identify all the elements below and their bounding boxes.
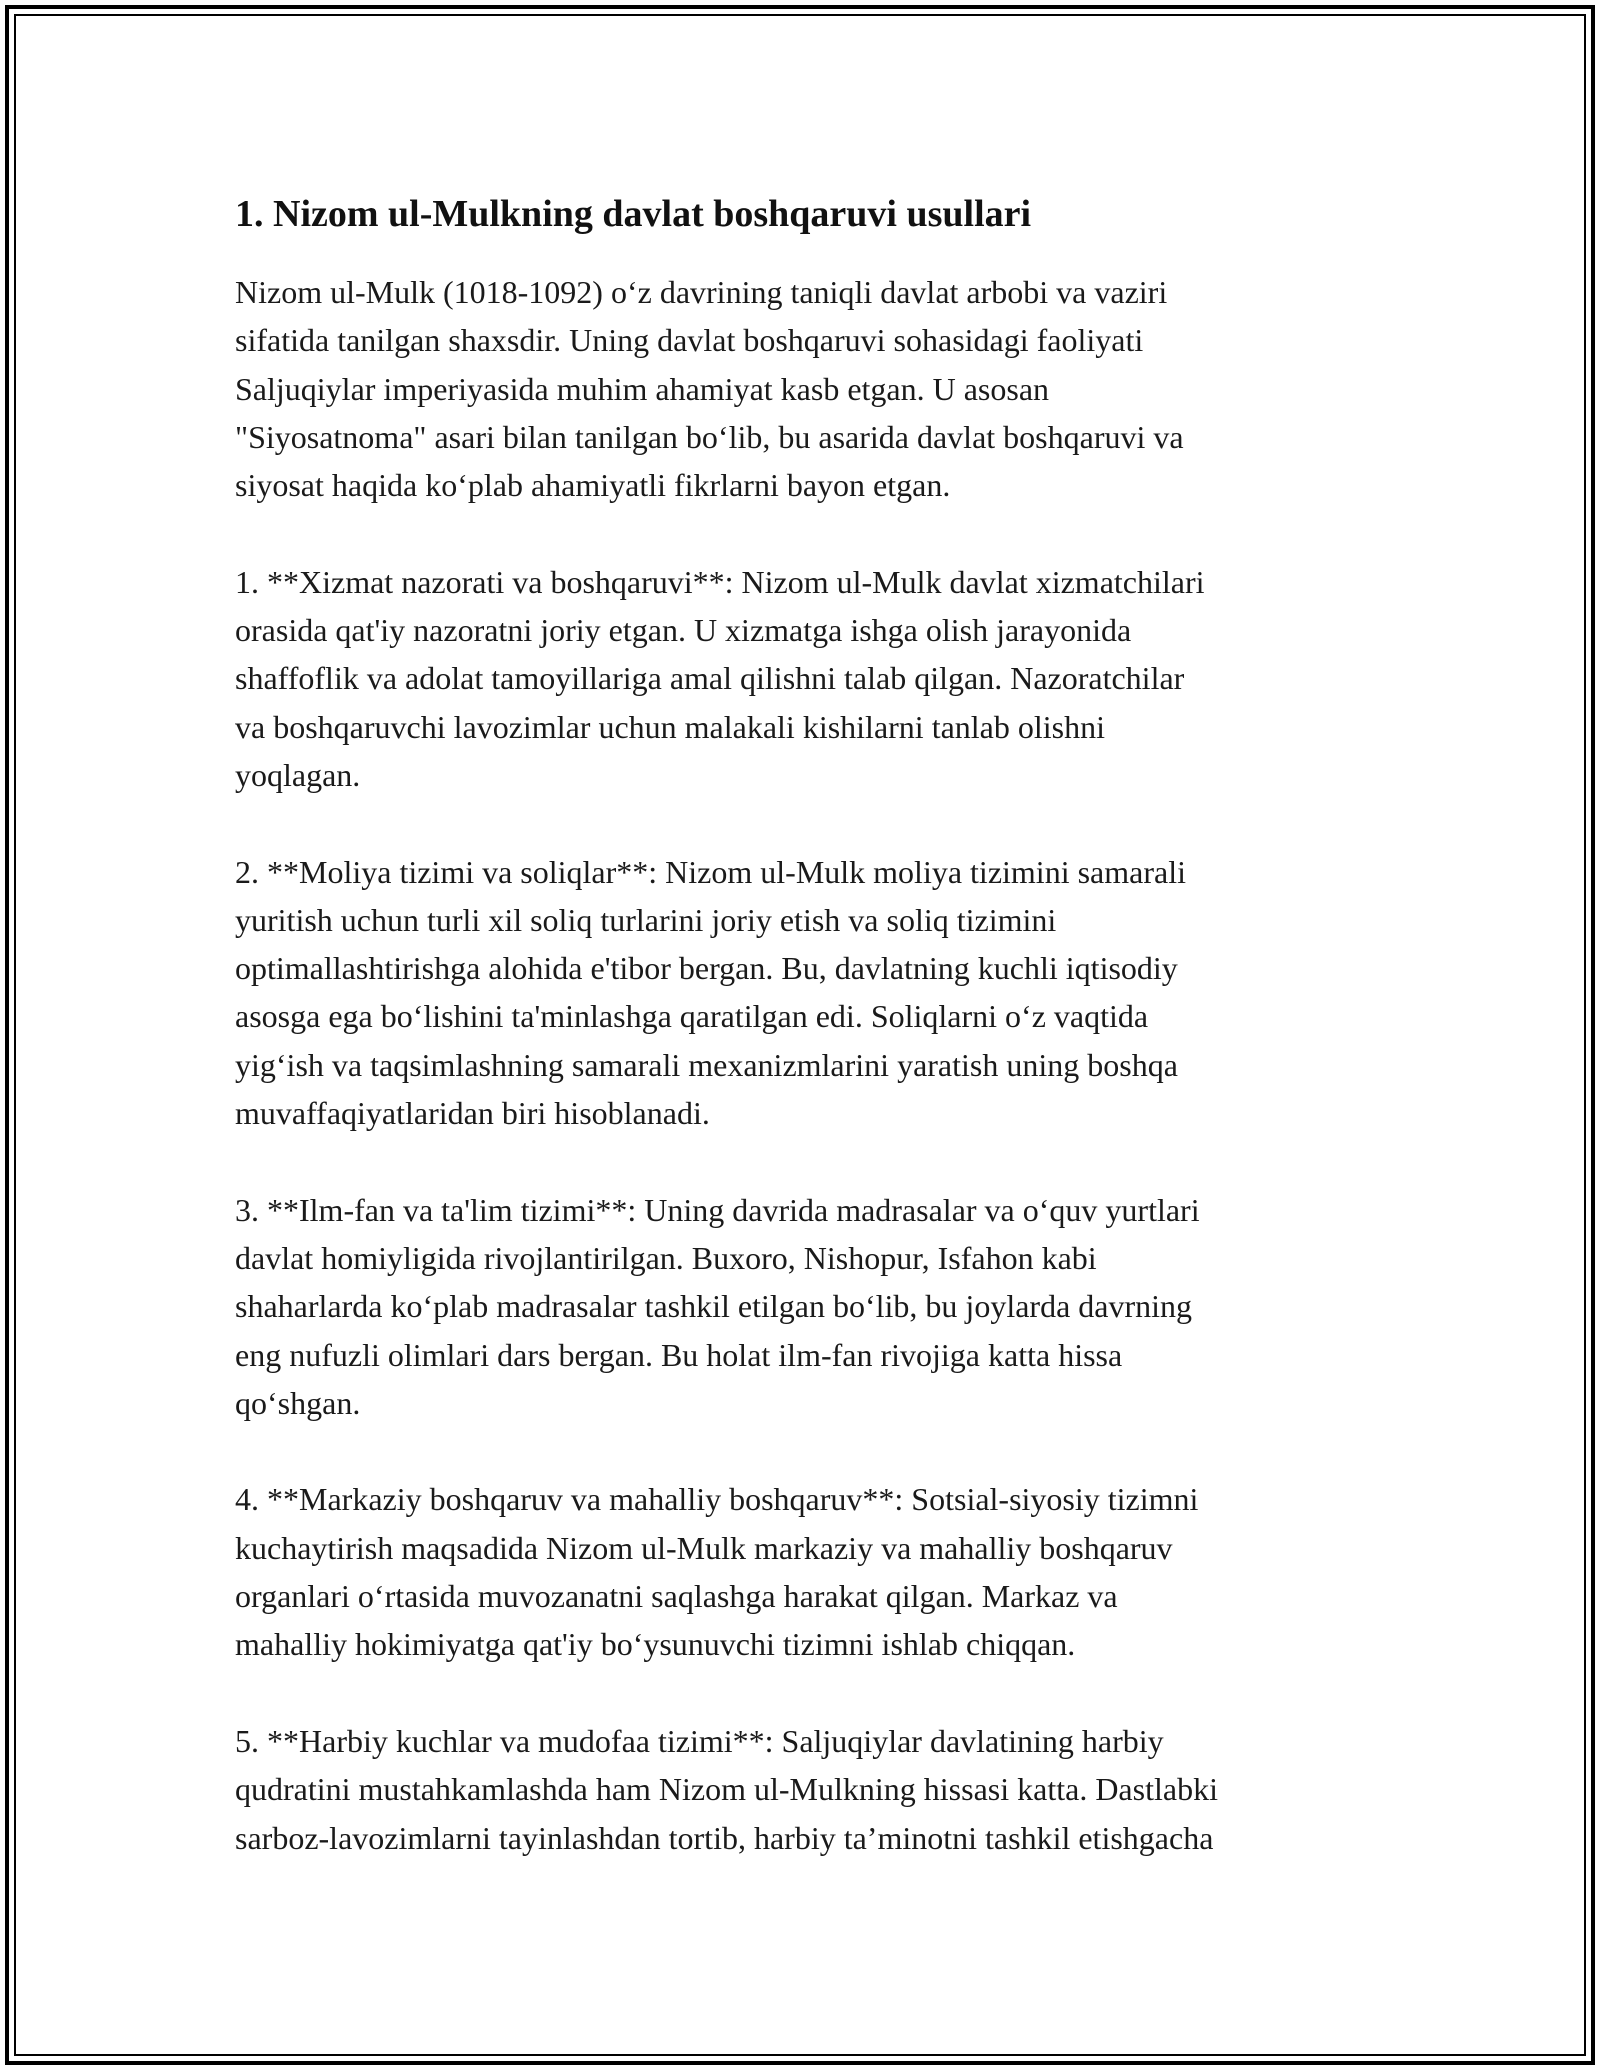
text-line: 3. **Ilm-fan va ta'lim tizimi**: Uning davrida madrasalar va o‘quv yurtlari — [235, 1191, 1200, 1228]
list-item-4-paragraph — [235, 1475, 1375, 1668]
list-item-5-paragraph — [235, 1717, 1375, 1862]
text-line: kuchaytirish maqsadida Nizom ul-Mulk markaziy va mahalliy boshqaruv — [235, 1529, 1173, 1566]
document-title: 1. Nizom ul-Mulkning davlat boshqaruvi usullari — [235, 193, 1032, 235]
text-line: 2. **Moliya tizimi va soliqlar**: Nizom ul-Mulk moliya tizimini samarali — [235, 853, 1186, 890]
text-line: asosga ega bo‘lishini ta'minlashga qaratilgan edi. Soliqlarni o‘z vaqtida — [235, 998, 1149, 1035]
text-line: qudratini mustahkamlashda ham Nizom ul-Mulkning hissasi katta. Dastlabki — [235, 1771, 1218, 1808]
document-body — [235, 186, 1375, 1910]
text-line: mahalliy hokimiyatga qat'iy bo‘ysunuvchi tizimni ishlab chiqqan. — [235, 1626, 1076, 1663]
text-line: sifatida tanilgan shaxsdir. Uning davlat boshqaruvi sohasidagi faoliyati — [235, 322, 1144, 359]
text-line: siyosat haqida ko‘plab ahamiyatli fikrlarni bayon etgan. — [235, 467, 951, 504]
text-line: Nizom ul-Mulk (1018-1092) o‘z davrining taniqli davlat arbobi va vaziri — [235, 274, 1168, 310]
text-line: "Siyosatnoma" asari bilan tanilgan bo‘lib, bu asarida davlat boshqaruvi va — [235, 418, 1184, 455]
text-line: orasida qat'iy nazoratni joriy etgan. U xizmatga ishga olish jarayonida — [235, 612, 1132, 649]
text-line: muvaffaqiyatlaridan biri hisoblanadi. — [235, 1095, 710, 1132]
list-item-2-paragraph — [235, 848, 1375, 1138]
text-line: 5. **Harbiy kuchlar va mudofaa tizimi**: Saljuqiylar davlatining harbiy — [235, 1722, 1164, 1759]
text-line: yig‘ish va taqsimlashning samarali mexanizmlarini yaratish uning boshqa — [235, 1046, 1178, 1083]
text-line: eng nufuzli olimlari dars bergan. Bu holat ilm-fan rivojiga katta hissa — [235, 1336, 1123, 1373]
text-line: organlari o‘rtasida muvozanatni saqlashga harakat qilgan. Markaz va — [235, 1578, 1118, 1615]
text-line: optimallashtirishga alohida e'tibor bergan. Bu, davlatning kuchli iqtisodiy — [235, 950, 1178, 987]
text-line: 1. **Xizmat nazorati va boshqaruvi**: Nizom ul-Mulk davlat xizmatchilari — [235, 563, 1205, 600]
text-line: 4. **Markaziy boshqaruv va mahalliy boshqaruv**: Sotsial-siyosiy tizimni — [235, 1481, 1199, 1518]
text-line: yoqlagan. — [235, 756, 361, 793]
text-line: va boshqaruvchi lavozimlar uchun malakali kishilarni tanlab olishni — [235, 708, 1105, 745]
list-item-3-paragraph — [235, 1186, 1375, 1427]
text-line: yuritish uchun turli xil soliq turlarini joriy etish va soliq tizimini — [235, 901, 1057, 938]
text-line: shaffoflik va adolat tamoyillariga amal qilishni talab qilgan. Nazoratchilar — [235, 660, 1185, 697]
text-line: qo‘shgan. — [235, 1384, 361, 1421]
text-line: Saljuqiylar imperiyasida muhim ahamiyat kasb etgan. U asosan — [235, 370, 1050, 407]
text-line: sarboz-lavozimlarni tayinlashdan tortib, harbiy ta’minotni tashkil etishgacha — [235, 1819, 1214, 1856]
intro-paragraph — [235, 268, 1375, 509]
text-line: davlat homiyligida rivojlantirilgan. Buxoro, Nishopur, Isfahon kabi — [235, 1239, 1097, 1276]
text-line: shaharlarda ko‘plab madrasalar tashkil etilgan bo‘lib, bu joylarda davrning — [235, 1288, 1193, 1325]
list-item-1-paragraph — [235, 558, 1375, 799]
